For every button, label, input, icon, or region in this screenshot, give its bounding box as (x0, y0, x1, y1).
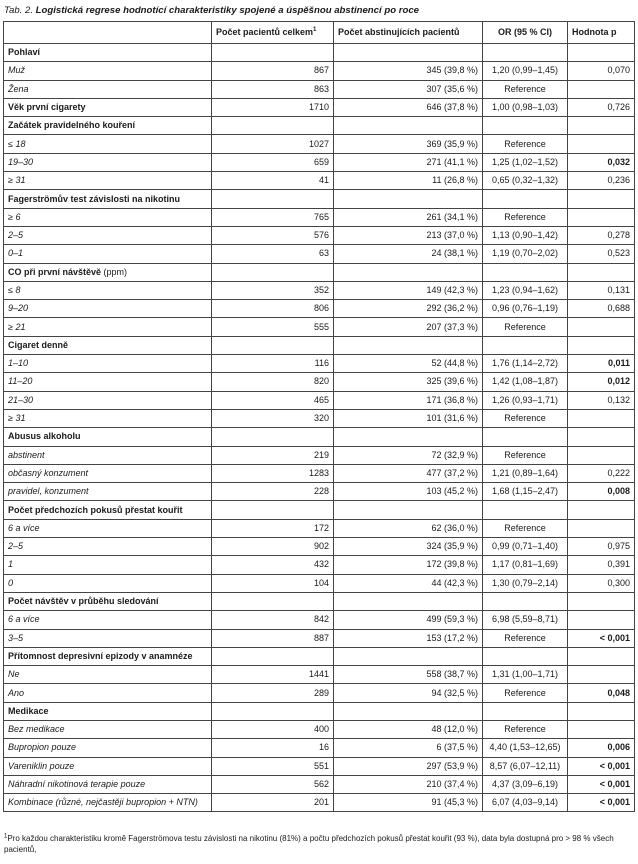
section-row (4, 190, 635, 208)
cell-abstinent: 210 (37,4 %) (334, 775, 483, 793)
table-row (4, 629, 635, 647)
cell-total: 887 (212, 629, 334, 647)
section-title (4, 428, 212, 446)
cell-or (483, 336, 568, 354)
cell-abstinent: 149 (42,3 %) (334, 281, 483, 299)
regression-table (3, 21, 635, 812)
cell-p: 0,008 (568, 483, 635, 501)
row-label: 9–20 (4, 300, 212, 318)
cell-total (212, 592, 334, 610)
cell-or: 6,07 (4,03–9,14) (483, 794, 568, 812)
section-title-text: Abusus alkoholu (8, 431, 81, 442)
cell-abstinent (334, 592, 483, 610)
cell-or: 1,23 (0,94–1,62) (483, 281, 568, 299)
row-label: 19–30 (4, 153, 212, 171)
table-row (4, 556, 635, 574)
cell-p (568, 135, 635, 153)
section-title (4, 190, 212, 208)
cell-abstinent: 477 (37,2 %) (334, 464, 483, 482)
cell-total: 16 (212, 739, 334, 757)
cell-abstinent (334, 190, 483, 208)
section-title (4, 98, 212, 116)
cell-p: 0,278 (568, 226, 635, 244)
cell-p: 0,132 (568, 391, 635, 409)
row-label: Bupropion pouze (4, 739, 212, 757)
cell-abstinent: 297 (53,9 %) (334, 757, 483, 775)
row-label: 0–1 (4, 245, 212, 263)
caption-title: Logistická regrese hodnotící charakteristiky spojené a úspěšnou abstinencí po roce (35, 5, 419, 16)
row-label: ≤ 8 (4, 281, 212, 299)
cell-total: 116 (212, 355, 334, 373)
cell-abstinent: 558 (38,7 %) (334, 666, 483, 684)
cell-or: 1,42 (1,08–1,87) (483, 373, 568, 391)
table-row (4, 574, 635, 592)
cell-abstinent: 271 (41,1 %) (334, 153, 483, 171)
header-total: Počet pacientů celkem$^1$ (212, 22, 334, 44)
cell-total: 562 (212, 775, 334, 793)
cell-total (212, 190, 334, 208)
row-label: Ano (4, 684, 212, 702)
cell-abstinent: 48 (12,0 %) (334, 720, 483, 738)
cell-p: < 0,001 (568, 775, 635, 793)
cell-or: 0,99 (0,71–1,40) (483, 538, 568, 556)
cell-p (568, 428, 635, 446)
cell-or: 8,57 (6,07–12,11) (483, 757, 568, 775)
cell-p: 0,300 (568, 574, 635, 592)
section-row (4, 98, 635, 116)
row-label: 21–30 (4, 391, 212, 409)
cell-abstinent: 153 (17,2 %) (334, 629, 483, 647)
cell-or: 1,68 (1,15–2,47) (483, 483, 568, 501)
row-label: ≥ 6 (4, 208, 212, 226)
table-row (4, 226, 635, 244)
section-row (4, 647, 635, 665)
table-row (4, 208, 635, 226)
cell-p: < 0,001 (568, 794, 635, 812)
cell-abstinent: 101 (31,6 %) (334, 409, 483, 427)
cell-abstinent: 324 (35,9 %) (334, 538, 483, 556)
cell-abstinent (334, 336, 483, 354)
row-label: 1–10 (4, 355, 212, 373)
cell-or (483, 428, 568, 446)
table-row (4, 538, 635, 556)
row-label: ≤ 18 (4, 135, 212, 153)
cell-total: 576 (212, 226, 334, 244)
cell-total: 765 (212, 208, 334, 226)
section-title (4, 592, 212, 610)
section-title (4, 647, 212, 665)
cell-total: 400 (212, 720, 334, 738)
cell-total: 842 (212, 611, 334, 629)
cell-total: 1441 (212, 666, 334, 684)
cell-abstinent: 94 (32,5 %) (334, 684, 483, 702)
cell-abstinent: 6 (37,5 %) (334, 739, 483, 757)
cell-p: 0,070 (568, 62, 635, 80)
cell-p: < 0,001 (568, 757, 635, 775)
table-row (4, 739, 635, 757)
cell-or: 1,20 (0,99–1,45) (483, 62, 568, 80)
section-title (4, 501, 212, 519)
cell-abstinent (334, 702, 483, 720)
cell-total: 104 (212, 574, 334, 592)
section-title (4, 702, 212, 720)
cell-or: 0,65 (0,32–1,32) (483, 172, 568, 190)
table-row (4, 757, 635, 775)
section-row (4, 501, 635, 519)
cell-abstinent: 62 (36,0 %) (334, 519, 483, 537)
section-row (4, 44, 635, 62)
table-row (4, 373, 635, 391)
cell-total (212, 428, 334, 446)
cell-or (483, 117, 568, 135)
cell-total (212, 647, 334, 665)
cell-total: 228 (212, 483, 334, 501)
cell-or: Reference (483, 135, 568, 153)
header-abstinent: Počet abstinujících pacientů (334, 22, 483, 44)
row-label: Ne (4, 666, 212, 684)
cell-total: 41 (212, 172, 334, 190)
cell-abstinent: 213 (37,0 %) (334, 226, 483, 244)
cell-p (568, 519, 635, 537)
row-label: ≥ 31 (4, 409, 212, 427)
cell-total: 63 (212, 245, 334, 263)
section-row (4, 428, 635, 446)
cell-abstinent: 207 (37,3 %) (334, 318, 483, 336)
section-title (4, 117, 212, 135)
row-label: Vareniklin pouze (4, 757, 212, 775)
cell-total: 867 (212, 62, 334, 80)
cell-or: Reference (483, 80, 568, 98)
cell-total: 219 (212, 446, 334, 464)
row-label: pravidel, konzument (4, 483, 212, 501)
cell-p (568, 318, 635, 336)
table-row (4, 281, 635, 299)
cell-total: 806 (212, 300, 334, 318)
row-label: 6 a více (4, 519, 212, 537)
cell-or: Reference (483, 720, 568, 738)
row-label: abstinent (4, 446, 212, 464)
cell-p (568, 702, 635, 720)
table-row (4, 483, 635, 501)
cell-or (483, 702, 568, 720)
cell-total: 1283 (212, 464, 334, 482)
cell-p: 0,032 (568, 153, 635, 171)
cell-p: < 0,001 (568, 629, 635, 647)
cell-abstinent: 369 (35,9 %) (334, 135, 483, 153)
table-row (4, 172, 635, 190)
cell-abstinent: 72 (32,9 %) (334, 446, 483, 464)
row-label: 6 a více (4, 611, 212, 629)
table-row (4, 245, 635, 263)
cell-p: 0,391 (568, 556, 635, 574)
table-row (4, 684, 635, 702)
caption-lead: Tab. 2. (4, 5, 33, 16)
cell-total: 820 (212, 373, 334, 391)
cell-p (568, 336, 635, 354)
cell-p: 0,131 (568, 281, 635, 299)
cell-or: Reference (483, 684, 568, 702)
cell-total: 289 (212, 684, 334, 702)
cell-abstinent (334, 501, 483, 519)
cell-p: 0,236 (568, 172, 635, 190)
section-title-text: Pohlaví (8, 47, 41, 58)
row-label: 2–5 (4, 226, 212, 244)
cell-or: 0,96 (0,76–1,19) (483, 300, 568, 318)
cell-p: 0,006 (568, 739, 635, 757)
table-footnote: $^1$Pro každou charakteristiku kromě Fagerströmova testu závislosti na nikotinu (81%) a počtu předchozích pokusů přestat kouřit (93 %), data byla dostupná pro > 98 % všech pacientů, (4, 833, 614, 854)
cell-total: 1027 (212, 135, 334, 153)
row-label: Bez medikace (4, 720, 212, 738)
table-row (4, 446, 635, 464)
cell-or: Reference (483, 318, 568, 336)
cell-or: 1,00 (0,98–1,03) (483, 98, 568, 116)
cell-abstinent: 646 (37,8 %) (334, 98, 483, 116)
row-label: 3–5 (4, 629, 212, 647)
cell-abstinent: 292 (36,2 %) (334, 300, 483, 318)
cell-abstinent: 499 (59,3 %) (334, 611, 483, 629)
cell-p (568, 592, 635, 610)
cell-abstinent (334, 647, 483, 665)
section-title-text: Medikace (8, 705, 49, 716)
cell-p: 0,975 (568, 538, 635, 556)
section-row (4, 702, 635, 720)
cell-total (212, 44, 334, 62)
cell-or (483, 647, 568, 665)
cell-or: 1,21 (0,89–1,64) (483, 464, 568, 482)
cell-p (568, 501, 635, 519)
cell-total (212, 117, 334, 135)
row-label: Náhradní nikotinová terapie pouze (4, 775, 212, 793)
row-label: 0 (4, 574, 212, 592)
cell-abstinent: 52 (44,8 %) (334, 355, 483, 373)
section-title (4, 336, 212, 354)
table-row (4, 519, 635, 537)
row-label: občasný konzument (4, 464, 212, 482)
table-row (4, 611, 635, 629)
cell-total: 555 (212, 318, 334, 336)
cell-p: 0,048 (568, 684, 635, 702)
section-row (4, 592, 635, 610)
section-title-text: Začátek pravidelného kouření (8, 120, 136, 131)
table-body (4, 44, 635, 812)
cell-or: 1,25 (1,02–1,52) (483, 153, 568, 171)
table-caption (4, 5, 419, 16)
cell-p (568, 44, 635, 62)
cell-total (212, 336, 334, 354)
cell-or: 1,19 (0,70–2,02) (483, 245, 568, 263)
cell-or: 4,37 (3,09–6,19) (483, 775, 568, 793)
cell-p (568, 208, 635, 226)
cell-or: Reference (483, 446, 568, 464)
cell-total: 863 (212, 80, 334, 98)
row-label: Muž (4, 62, 212, 80)
cell-total: 902 (212, 538, 334, 556)
cell-p (568, 611, 635, 629)
cell-abstinent: 44 (42,3 %) (334, 574, 483, 592)
section-title-text: CO při první návštěvě (8, 266, 102, 277)
cell-abstinent (334, 428, 483, 446)
cell-abstinent: 307 (35,6 %) (334, 80, 483, 98)
section-row (4, 336, 635, 354)
cell-abstinent: 11 (26,8 %) (334, 172, 483, 190)
table-row (4, 355, 635, 373)
table-row (4, 62, 635, 80)
row-label: 11–20 (4, 373, 212, 391)
table-row (4, 153, 635, 171)
cell-abstinent: 261 (34,1 %) (334, 208, 483, 226)
cell-total: 320 (212, 409, 334, 427)
cell-or: 1,13 (0,90–1,42) (483, 226, 568, 244)
cell-total: 465 (212, 391, 334, 409)
table-row (4, 464, 635, 482)
section-title-text: Věk první cigarety (8, 102, 86, 113)
header-p: Hodnota p (568, 22, 635, 44)
cell-total: 352 (212, 281, 334, 299)
cell-abstinent: 91 (45,3 %) (334, 794, 483, 812)
table-row (4, 391, 635, 409)
cell-abstinent: 345 (39,8 %) (334, 62, 483, 80)
cell-p (568, 263, 635, 281)
row-label: 1 (4, 556, 212, 574)
cell-total: 1710 (212, 98, 334, 116)
table-row (4, 775, 635, 793)
cell-abstinent (334, 263, 483, 281)
header-label (4, 22, 212, 44)
cell-total (212, 702, 334, 720)
cell-or: 6,98 (5,59–8,71) (483, 611, 568, 629)
table-row (4, 318, 635, 336)
cell-total (212, 501, 334, 519)
table-row (4, 135, 635, 153)
table-row (4, 720, 635, 738)
section-title-text: Cigaret denně (8, 339, 69, 350)
row-label: ≥ 21 (4, 318, 212, 336)
table-header-row (4, 22, 635, 44)
section-units: (ppm) (101, 266, 128, 277)
cell-p: 0,726 (568, 98, 635, 116)
cell-p (568, 80, 635, 98)
section-row (4, 117, 635, 135)
row-label: ≥ 31 (4, 172, 212, 190)
section-title-text: Počet návštěv v průběhu sledování (8, 596, 159, 607)
cell-or: Reference (483, 409, 568, 427)
section-title-text: Fagerströmův test závislosti na nikotinu (8, 193, 181, 204)
section-row (4, 263, 635, 281)
cell-or: 1,30 (0,79–2,14) (483, 574, 568, 592)
cell-p (568, 666, 635, 684)
cell-or (483, 190, 568, 208)
table-row (4, 794, 635, 812)
cell-p (568, 117, 635, 135)
row-label: 2–5 (4, 538, 212, 556)
cell-or: 4,40 (1,53–12,65) (483, 739, 568, 757)
cell-p: 0,011 (568, 355, 635, 373)
cell-or (483, 263, 568, 281)
cell-or: 1,17 (0,81–1,69) (483, 556, 568, 574)
cell-abstinent: 325 (39,6 %) (334, 373, 483, 391)
section-title (4, 263, 212, 281)
cell-or: Reference (483, 519, 568, 537)
cell-or (483, 44, 568, 62)
row-label: Žena (4, 80, 212, 98)
cell-or (483, 592, 568, 610)
cell-total: 172 (212, 519, 334, 537)
cell-abstinent: 103 (45,2 %) (334, 483, 483, 501)
section-title (4, 44, 212, 62)
table-row (4, 80, 635, 98)
cell-p: 0,688 (568, 300, 635, 318)
cell-or: Reference (483, 208, 568, 226)
section-title-text: Počet předchozích pokusů přestat kouřit (8, 504, 183, 515)
cell-total: 551 (212, 757, 334, 775)
cell-p (568, 446, 635, 464)
cell-abstinent (334, 44, 483, 62)
table-row (4, 409, 635, 427)
cell-total: 659 (212, 153, 334, 171)
cell-or: 1,76 (1,14–2,72) (483, 355, 568, 373)
cell-p (568, 720, 635, 738)
cell-abstinent: 171 (36,8 %) (334, 391, 483, 409)
cell-abstinent (334, 117, 483, 135)
table-row (4, 666, 635, 684)
header-or: OR (95 % CI) (483, 22, 568, 44)
cell-total (212, 263, 334, 281)
cell-or: 1,26 (0,93–1,71) (483, 391, 568, 409)
cell-or (483, 501, 568, 519)
section-title-text: Přítomnost depresivní epizody v anamnéze (8, 650, 193, 661)
cell-total: 201 (212, 794, 334, 812)
cell-p (568, 409, 635, 427)
cell-p: 0,012 (568, 373, 635, 391)
cell-p (568, 190, 635, 208)
cell-p: 0,222 (568, 464, 635, 482)
cell-or: Reference (483, 629, 568, 647)
cell-or: 1,31 (1,00–1,71) (483, 666, 568, 684)
table-row (4, 300, 635, 318)
cell-p (568, 647, 635, 665)
cell-total: 432 (212, 556, 334, 574)
row-label: Kombinace (různé, nejčastěji bupropion + NTN) (4, 794, 212, 812)
cell-abstinent: 172 (39,8 %) (334, 556, 483, 574)
cell-p: 0,523 (568, 245, 635, 263)
cell-abstinent: 24 (38,1 %) (334, 245, 483, 263)
